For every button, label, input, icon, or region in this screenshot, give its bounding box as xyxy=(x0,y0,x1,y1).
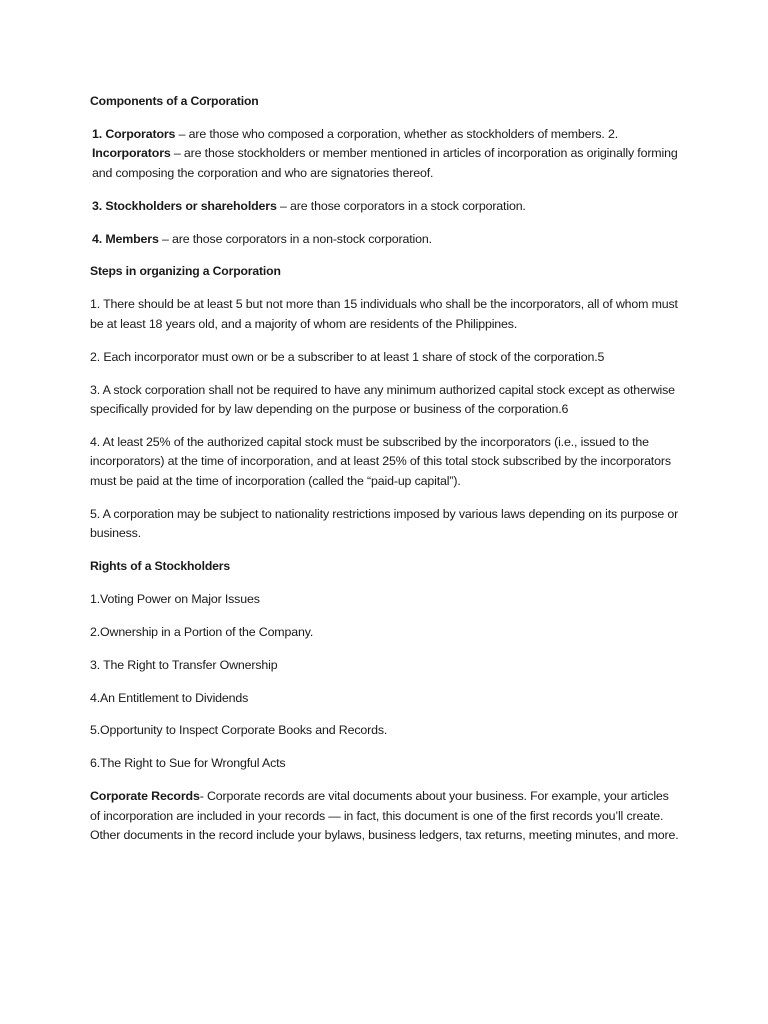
corporate-records-term: Corporate Records xyxy=(90,789,200,804)
components-heading: Components of a Corporation xyxy=(90,94,259,108)
members-term: 4. Members xyxy=(92,231,159,246)
components-paragraph-4 xyxy=(90,230,682,249)
corporators-term: 1. Corporators xyxy=(92,126,176,141)
components-paragraph-1-2 xyxy=(90,125,682,183)
right-item-5: 5.Opportunity to Inspect Corporate Books and Records. xyxy=(90,723,388,738)
corporate-records-text: - Corporate records are vital documents about your business. For example, your articles of incorporation are included in your records — in fact, this document is one of the first records you’ll create. Other documents in the record include your bylaws, business ledgers, tax returns, meeting minutes, and more. xyxy=(90,789,679,843)
stockholders-definition: – are those corporators in a stock corporation. xyxy=(276,198,526,213)
step-item-3: 3. A stock corporation shall not be required to have any minimum authorized capital stock except as otherwise specifically provided for by law depending on the purpose or business of the corporation.6 xyxy=(90,382,675,416)
steps-heading: Steps in organizing a Corporation xyxy=(90,264,281,279)
step-item-2: 2. Each incorporator must own or be a subscriber to at least 1 share of stock of the corporation.5 xyxy=(90,349,605,364)
right-item-1: 1.Voting Power on Major Issues xyxy=(90,591,260,606)
components-paragraph-3 xyxy=(90,197,682,216)
stockholders-term: 3. Stockholders or shareholders xyxy=(92,198,277,213)
right-item-2: 2.Ownership in a Portion of the Company. xyxy=(90,624,314,639)
document-page xyxy=(90,92,682,859)
right-item-3: 3. The Right to Transfer Ownership xyxy=(90,657,278,672)
right-item-4: 4.An Entitlement to Dividends xyxy=(90,690,249,705)
step-item-1: 1. There should be at least 5 but not more than 15 individuals who shall be the incorporators, all of whom must be at least 18 years old, and a majority of whom are residents of the Philippines. xyxy=(90,297,678,331)
rights-heading: Rights of a Stockholders xyxy=(90,558,230,573)
right-item-6: 6.The Right to Sue for Wrongful Acts xyxy=(90,756,286,771)
step-item-5: 5. A corporation may be subject to nationality restrictions imposed by various laws depending on its purpose or business. xyxy=(90,506,679,540)
corporate-records-paragraph xyxy=(90,787,682,845)
members-definition: – are those corporators in a non-stock corporation. xyxy=(158,231,432,246)
step-item-4: 4. At least 25% of the authorized capital stock must be subscribed by the incorporators (i.e., issued to the incorporators) at the time of incorporation, and at least 25% of this total stock subscribed by the incorporators must be paid at the time of incorporation (called the “paid-up capital”). xyxy=(90,434,671,488)
incorporators-definition: – are those stockholders or member mentioned in articles of incorporation as originally forming and composing the corporation and who are signatories thereof. xyxy=(92,146,678,180)
corporators-definition: – are those who composed a corporation, whether as stockholders of members. 2. xyxy=(175,126,618,141)
incorporators-term: Incorporators xyxy=(92,146,171,161)
